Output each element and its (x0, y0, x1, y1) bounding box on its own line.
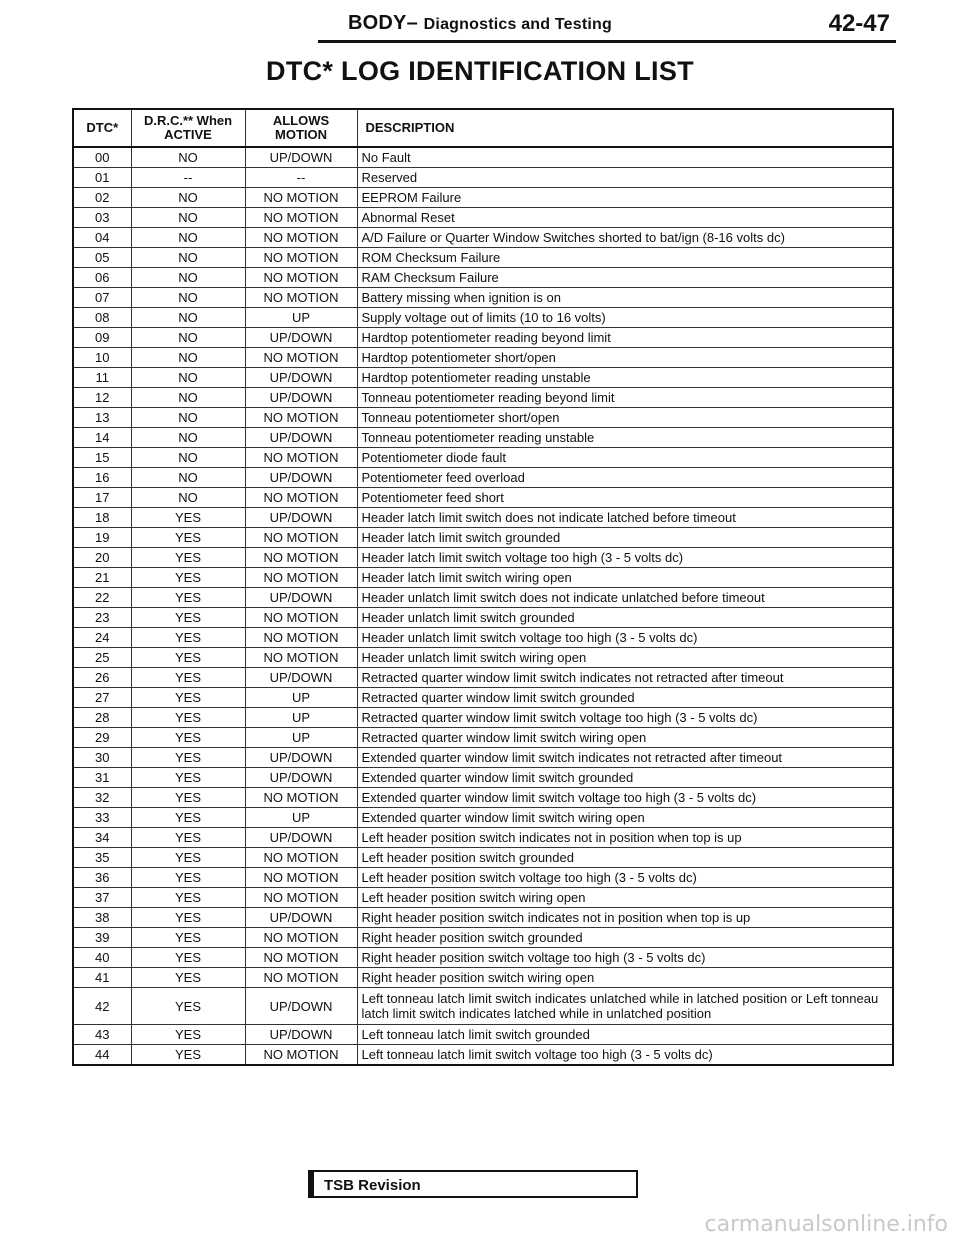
description-cell: Header unlatch limit switch wiring open (357, 648, 893, 668)
table-row (73, 948, 893, 968)
allows-motion-cell: UP/DOWN (245, 828, 357, 848)
description-cell: Retracted quarter window limit switch voltage too high (3 - 5 volts dc) (357, 708, 893, 728)
dtc-code-cell: 30 (73, 748, 131, 768)
allows-motion-cell: NO MOTION (245, 248, 357, 268)
drc-active-cell: NO (131, 388, 245, 408)
table-row (73, 508, 893, 528)
description-cell: Reserved (357, 168, 893, 188)
description-cell: A/D Failure or Quarter Window Switches shorted to bat/ign (8-16 volts dc) (357, 228, 893, 248)
dtc-code-cell: 37 (73, 888, 131, 908)
description-cell: Potentiometer feed short (357, 488, 893, 508)
dtc-code-cell: 25 (73, 648, 131, 668)
dtc-code-cell: 42 (73, 988, 131, 1025)
allows-motion-cell: UP/DOWN (245, 908, 357, 928)
table-row (73, 348, 893, 368)
description-cell: Tonneau potentiometer reading beyond limit (357, 388, 893, 408)
allows-motion-cell: UP (245, 728, 357, 748)
dtc-code-cell: 36 (73, 868, 131, 888)
allows-motion-cell: NO MOTION (245, 488, 357, 508)
drc-active-cell: NO (131, 428, 245, 448)
drc-active-cell: YES (131, 868, 245, 888)
watermark: carmanualsonline.info (704, 1212, 948, 1237)
description-cell: Supply voltage out of limits (10 to 16 volts) (357, 308, 893, 328)
allows-motion-cell: NO MOTION (245, 628, 357, 648)
table-row (73, 1045, 893, 1066)
description-cell: Right header position switch grounded (357, 928, 893, 948)
drc-active-cell: YES (131, 608, 245, 628)
drc-active-cell: YES (131, 688, 245, 708)
description-cell: Left header position switch indicates not in position when top is up (357, 828, 893, 848)
table-row (73, 768, 893, 788)
description-cell: Left header position switch grounded (357, 848, 893, 868)
drc-active-cell: NO (131, 448, 245, 468)
drc-active-cell: YES (131, 968, 245, 988)
dtc-code-cell: 39 (73, 928, 131, 948)
allows-motion-cell: UP (245, 708, 357, 728)
description-cell: Retracted quarter window limit switch indicates not retracted after timeout (357, 668, 893, 688)
drc-active-cell: NO (131, 188, 245, 208)
table-row (73, 628, 893, 648)
table-row (73, 788, 893, 808)
table-row (73, 168, 893, 188)
dtc-code-cell: 17 (73, 488, 131, 508)
table-row (73, 548, 893, 568)
section-title (348, 12, 612, 35)
description-cell: Tonneau potentiometer reading unstable (357, 428, 893, 448)
dtc-code-cell: 06 (73, 268, 131, 288)
section-name: BODY– (348, 12, 424, 34)
allows-motion-cell: NO MOTION (245, 188, 357, 208)
description-cell: Header unlatch limit switch grounded (357, 608, 893, 628)
page-title: DTC* LOG IDENTIFICATION LIST (266, 56, 694, 86)
table-row (73, 908, 893, 928)
dtc-code-cell: 29 (73, 728, 131, 748)
allows-motion-cell: UP/DOWN (245, 748, 357, 768)
description-cell: Extended quarter window limit switch indicates not retracted after timeout (357, 748, 893, 768)
allows-motion-cell: NO MOTION (245, 408, 357, 428)
description-cell: Header latch limit switch wiring open (357, 568, 893, 588)
description-cell: Hardtop potentiometer reading beyond limit (357, 328, 893, 348)
drc-active-cell: NO (131, 468, 245, 488)
drc-active-cell: YES (131, 708, 245, 728)
allows-motion-cell: UP/DOWN (245, 368, 357, 388)
dtc-code-cell: 05 (73, 248, 131, 268)
allows-motion-cell: UP/DOWN (245, 588, 357, 608)
drc-active-cell: YES (131, 928, 245, 948)
allows-motion-cell: NO MOTION (245, 1045, 357, 1066)
dtc-code-cell: 41 (73, 968, 131, 988)
drc-active-cell: YES (131, 548, 245, 568)
drc-active-cell: YES (131, 528, 245, 548)
allows-motion-cell: NO MOTION (245, 848, 357, 868)
allows-motion-cell: NO MOTION (245, 788, 357, 808)
allows-motion-cell: NO MOTION (245, 208, 357, 228)
allows-motion-cell: -- (245, 168, 357, 188)
table-row (73, 528, 893, 548)
allows-motion-cell: NO MOTION (245, 288, 357, 308)
drc-active-cell: NO (131, 288, 245, 308)
description-cell: Header unlatch limit switch does not indicate unlatched before timeout (357, 588, 893, 608)
dtc-code-cell: 19 (73, 528, 131, 548)
dtc-code-cell: 21 (73, 568, 131, 588)
allows-motion-cell: UP/DOWN (245, 768, 357, 788)
allows-motion-cell: UP/DOWN (245, 1025, 357, 1045)
dtc-code-cell: 15 (73, 448, 131, 468)
description-cell: Abnormal Reset (357, 208, 893, 228)
table-row (73, 468, 893, 488)
dtc-code-cell: 26 (73, 668, 131, 688)
table-row (73, 748, 893, 768)
col-header-drc: D.R.C.** When ACTIVE (131, 109, 245, 147)
allows-motion-cell: NO MOTION (245, 528, 357, 548)
allows-motion-cell: NO MOTION (245, 948, 357, 968)
drc-active-cell: YES (131, 988, 245, 1025)
dtc-code-cell: 12 (73, 388, 131, 408)
drc-active-cell: NO (131, 268, 245, 288)
page-number: 42-47 (828, 10, 890, 37)
allows-motion-cell: UP (245, 688, 357, 708)
table-row (73, 728, 893, 748)
dtc-code-cell: 35 (73, 848, 131, 868)
description-cell: Header latch limit switch voltage too high (3 - 5 volts dc) (357, 548, 893, 568)
dtc-code-cell: 22 (73, 588, 131, 608)
table-row (73, 888, 893, 908)
table-row (73, 688, 893, 708)
allows-motion-cell: NO MOTION (245, 448, 357, 468)
table-row (73, 428, 893, 448)
dtc-code-cell: 32 (73, 788, 131, 808)
drc-active-cell: YES (131, 788, 245, 808)
description-cell: Header unlatch limit switch voltage too high (3 - 5 volts dc) (357, 628, 893, 648)
table-header-row (73, 109, 893, 147)
drc-active-cell: YES (131, 808, 245, 828)
table-row (73, 828, 893, 848)
dtc-code-cell: 28 (73, 708, 131, 728)
dtc-code-cell: 09 (73, 328, 131, 348)
description-cell: Hardtop potentiometer reading unstable (357, 368, 893, 388)
dtc-code-cell: 14 (73, 428, 131, 448)
col-header-motion: ALLOWS MOTION (245, 109, 357, 147)
dtc-code-cell: 40 (73, 948, 131, 968)
dtc-code-cell: 44 (73, 1045, 131, 1066)
allows-motion-cell: UP (245, 808, 357, 828)
dtc-code-cell: 07 (73, 288, 131, 308)
table-row (73, 668, 893, 688)
dtc-code-cell: 20 (73, 548, 131, 568)
allows-motion-cell: UP/DOWN (245, 508, 357, 528)
drc-active-cell: NO (131, 368, 245, 388)
allows-motion-cell: UP/DOWN (245, 388, 357, 408)
table-row (73, 208, 893, 228)
table-row (73, 228, 893, 248)
description-cell: Battery missing when ignition is on (357, 288, 893, 308)
drc-active-cell: YES (131, 648, 245, 668)
table-row (73, 268, 893, 288)
drc-active-cell: NO (131, 408, 245, 428)
description-cell: Extended quarter window limit switch grounded (357, 768, 893, 788)
table-row (73, 388, 893, 408)
description-cell: Left tonneau latch limit switch voltage too high (3 - 5 volts dc) (357, 1045, 893, 1066)
dtc-code-cell: 18 (73, 508, 131, 528)
allows-motion-cell: NO MOTION (245, 648, 357, 668)
description-cell: Retracted quarter window limit switch grounded (357, 688, 893, 708)
description-cell: RAM Checksum Failure (357, 268, 893, 288)
dtc-code-cell: 33 (73, 808, 131, 828)
drc-active-cell: YES (131, 508, 245, 528)
description-cell: Hardtop potentiometer short/open (357, 348, 893, 368)
allows-motion-cell: UP/DOWN (245, 468, 357, 488)
dtc-code-cell: 23 (73, 608, 131, 628)
drc-active-cell: YES (131, 668, 245, 688)
dtc-code-cell: 01 (73, 168, 131, 188)
description-cell: Left header position switch wiring open (357, 888, 893, 908)
page-header (318, 8, 896, 43)
allows-motion-cell: NO MOTION (245, 548, 357, 568)
table-row (73, 248, 893, 268)
description-cell: Right header position switch wiring open (357, 968, 893, 988)
table-row (73, 408, 893, 428)
description-cell: Potentiometer diode fault (357, 448, 893, 468)
allows-motion-cell: NO MOTION (245, 608, 357, 628)
table-row (73, 568, 893, 588)
allows-motion-cell: NO MOTION (245, 868, 357, 888)
drc-active-cell: NO (131, 328, 245, 348)
drc-active-cell: NO (131, 488, 245, 508)
drc-active-cell: YES (131, 748, 245, 768)
drc-active-cell: YES (131, 568, 245, 588)
dtc-code-cell: 34 (73, 828, 131, 848)
description-cell: Right header position switch indicates not in position when top is up (357, 908, 893, 928)
description-cell: EEPROM Failure (357, 188, 893, 208)
description-cell: ROM Checksum Failure (357, 248, 893, 268)
drc-active-cell: YES (131, 628, 245, 648)
table-row (73, 368, 893, 388)
drc-active-cell: YES (131, 948, 245, 968)
drc-active-cell: YES (131, 888, 245, 908)
allows-motion-cell: NO MOTION (245, 228, 357, 248)
drc-active-cell: YES (131, 1025, 245, 1045)
dtc-code-cell: 11 (73, 368, 131, 388)
tsb-revision-box: TSB Revision (308, 1170, 638, 1198)
description-cell: Tonneau potentiometer short/open (357, 408, 893, 428)
table-row (73, 988, 893, 1025)
dtc-code-cell: 43 (73, 1025, 131, 1045)
table-row (73, 328, 893, 348)
description-cell: Header latch limit switch grounded (357, 528, 893, 548)
table-row (73, 448, 893, 468)
table-row (73, 147, 893, 168)
drc-active-cell: NO (131, 228, 245, 248)
description-cell: Left header position switch voltage too high (3 - 5 volts dc) (357, 868, 893, 888)
description-cell: Header latch limit switch does not indicate latched before timeout (357, 508, 893, 528)
subsection-name: Diagnostics and Testing (423, 16, 612, 33)
table-row (73, 868, 893, 888)
table-body (73, 147, 893, 1065)
description-cell: Left tonneau latch limit switch grounded (357, 1025, 893, 1045)
table-row (73, 188, 893, 208)
col-header-description: DESCRIPTION (357, 109, 893, 147)
description-cell: Potentiometer feed overload (357, 468, 893, 488)
dtc-code-cell: 08 (73, 308, 131, 328)
allows-motion-cell: NO MOTION (245, 568, 357, 588)
table-row (73, 708, 893, 728)
dtc-code-cell: 02 (73, 188, 131, 208)
dtc-code-cell: 16 (73, 468, 131, 488)
drc-active-cell: YES (131, 768, 245, 788)
description-cell: Extended quarter window limit switch wiring open (357, 808, 893, 828)
dtc-code-cell: 00 (73, 147, 131, 168)
drc-active-cell: YES (131, 828, 245, 848)
allows-motion-cell: NO MOTION (245, 268, 357, 288)
dtc-code-cell: 03 (73, 208, 131, 228)
description-cell: Extended quarter window limit switch voltage too high (3 - 5 volts dc) (357, 788, 893, 808)
drc-active-cell: NO (131, 208, 245, 228)
col-header-dtc: DTC* (73, 109, 131, 147)
allows-motion-cell: NO MOTION (245, 968, 357, 988)
drc-active-cell: NO (131, 308, 245, 328)
drc-active-cell: YES (131, 588, 245, 608)
allows-motion-cell: UP (245, 308, 357, 328)
table-row (73, 588, 893, 608)
dtc-code-cell: 31 (73, 768, 131, 788)
description-cell: No Fault (357, 147, 893, 168)
allows-motion-cell: UP/DOWN (245, 668, 357, 688)
table-row (73, 808, 893, 828)
drc-active-cell: NO (131, 248, 245, 268)
drc-active-cell: YES (131, 1045, 245, 1066)
drc-active-cell: -- (131, 168, 245, 188)
dtc-code-cell: 13 (73, 408, 131, 428)
table-row (73, 1025, 893, 1045)
dtc-code-cell: 24 (73, 628, 131, 648)
allows-motion-cell: UP/DOWN (245, 428, 357, 448)
dtc-code-cell: 10 (73, 348, 131, 368)
description-cell: Retracted quarter window limit switch wiring open (357, 728, 893, 748)
allows-motion-cell: NO MOTION (245, 348, 357, 368)
drc-active-cell: YES (131, 728, 245, 748)
allows-motion-cell: UP/DOWN (245, 988, 357, 1025)
drc-active-cell: YES (131, 848, 245, 868)
table-row (73, 968, 893, 988)
allows-motion-cell: UP/DOWN (245, 328, 357, 348)
table-row (73, 608, 893, 628)
table-row (73, 488, 893, 508)
allows-motion-cell: NO MOTION (245, 928, 357, 948)
table-row (73, 848, 893, 868)
drc-active-cell: YES (131, 908, 245, 928)
dtc-code-cell: 27 (73, 688, 131, 708)
drc-active-cell: NO (131, 147, 245, 168)
description-cell: Right header position switch voltage too high (3 - 5 volts dc) (357, 948, 893, 968)
allows-motion-cell: NO MOTION (245, 888, 357, 908)
table-row (73, 288, 893, 308)
drc-active-cell: NO (131, 348, 245, 368)
allows-motion-cell: UP/DOWN (245, 147, 357, 168)
table-row (73, 308, 893, 328)
dtc-code-cell: 04 (73, 228, 131, 248)
table-row (73, 928, 893, 948)
dtc-code-cell: 38 (73, 908, 131, 928)
table-row (73, 648, 893, 668)
description-cell: Left tonneau latch limit switch indicates unlatched while in latched position or Left tonneau latch limit switch indicates latched while in unlatched position (357, 988, 893, 1025)
dtc-table (72, 108, 894, 1066)
